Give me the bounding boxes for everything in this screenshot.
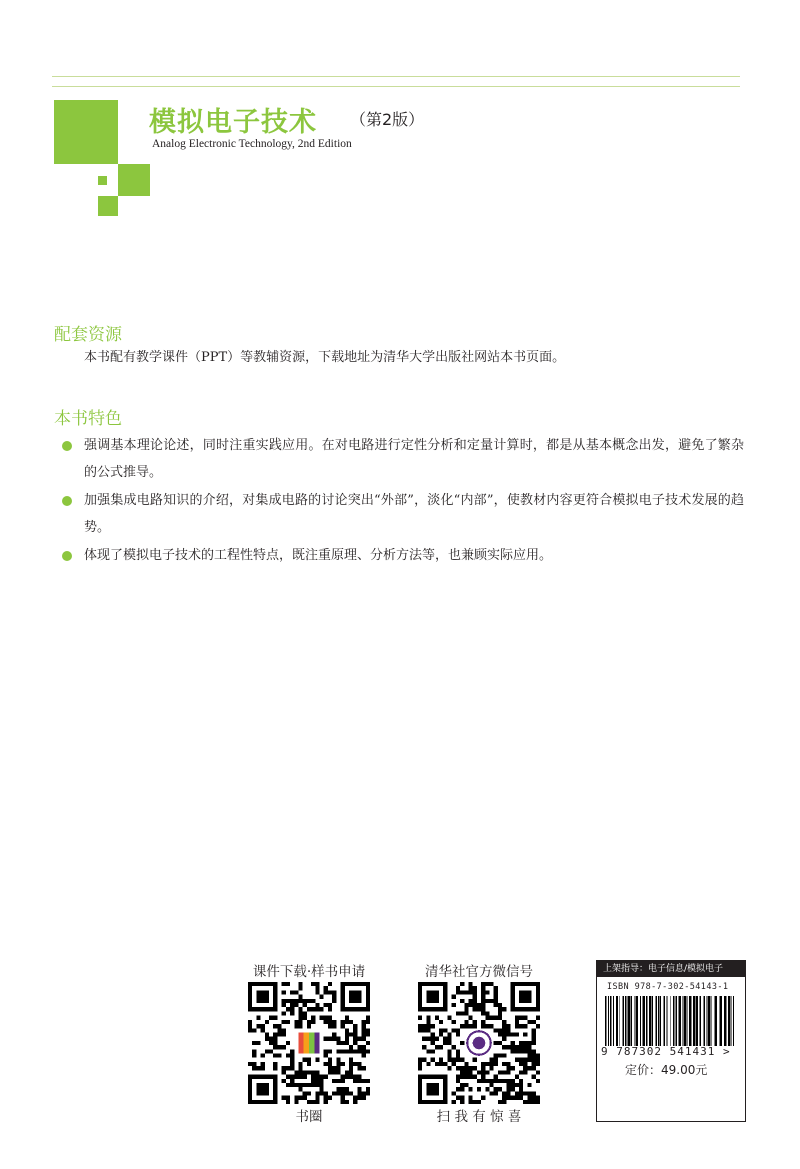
book-title-english: Analog Electronic Technology, 2nd Edition — [152, 138, 352, 150]
feature-text-2: 加强集成电路知识的介绍，对集成电路的讨论突出“外部”，淡化“内部”，使教材内容更符合模拟电子技术发展的趋势。 — [84, 493, 744, 535]
qr-left-top-caption: 课件下载·样书申请 — [252, 964, 366, 980]
decor-square-medium — [118, 164, 150, 196]
top-rule-2 — [52, 86, 740, 87]
decor-square-bottom — [98, 196, 118, 216]
isbn-number: ISBN 978-7-302-54143-1 — [607, 982, 729, 992]
bullet-dot-icon — [62, 496, 72, 506]
qr-left-bottom-caption: 书圈 — [295, 1109, 323, 1125]
bullet-dot-icon — [62, 551, 72, 561]
shelving-category: 上架指导：电子信息/模拟电子 — [597, 961, 745, 977]
price: 定价：49.00元 — [625, 1063, 708, 1077]
decor-square-large — [54, 100, 118, 164]
ean-digits: 9 787302 541431 > — [601, 1045, 731, 1058]
qr-code-right-icon[interactable] — [418, 982, 540, 1104]
qr-right-bottom-caption: 扫 我 有 惊 喜 — [436, 1109, 522, 1125]
decor-square-small — [98, 176, 107, 185]
top-rule-1 — [52, 76, 740, 77]
resources-heading: 配套资源 — [54, 325, 122, 345]
resources-text: 本书配有教学课件（PPT）等教辅资源，下载地址为清华大学出版社网站本书页面。 — [84, 350, 566, 365]
isbn-block — [596, 960, 746, 1122]
feature-text-3: 体现了模拟电子技术的工程性特点，既注重原理、分析方法等，也兼顾实际应用。 — [84, 548, 553, 563]
book-title: 模拟电子技术 — [149, 107, 317, 138]
qr-right-top-caption: 清华社官方微信号 — [425, 964, 533, 980]
qr-code-left-icon[interactable] — [248, 982, 370, 1104]
feature-text-1: 强调基本理论论述，同时注重实践应用。在对电路进行定性分析和定量计算时，都是从基本概念出发，避免了繁杂的公式推导。 — [84, 438, 744, 480]
book-edition: （第2版） — [350, 110, 425, 129]
bullet-dot-icon — [62, 441, 72, 451]
features-heading: 本书特色 — [54, 409, 122, 429]
barcode-icon — [605, 996, 737, 1046]
